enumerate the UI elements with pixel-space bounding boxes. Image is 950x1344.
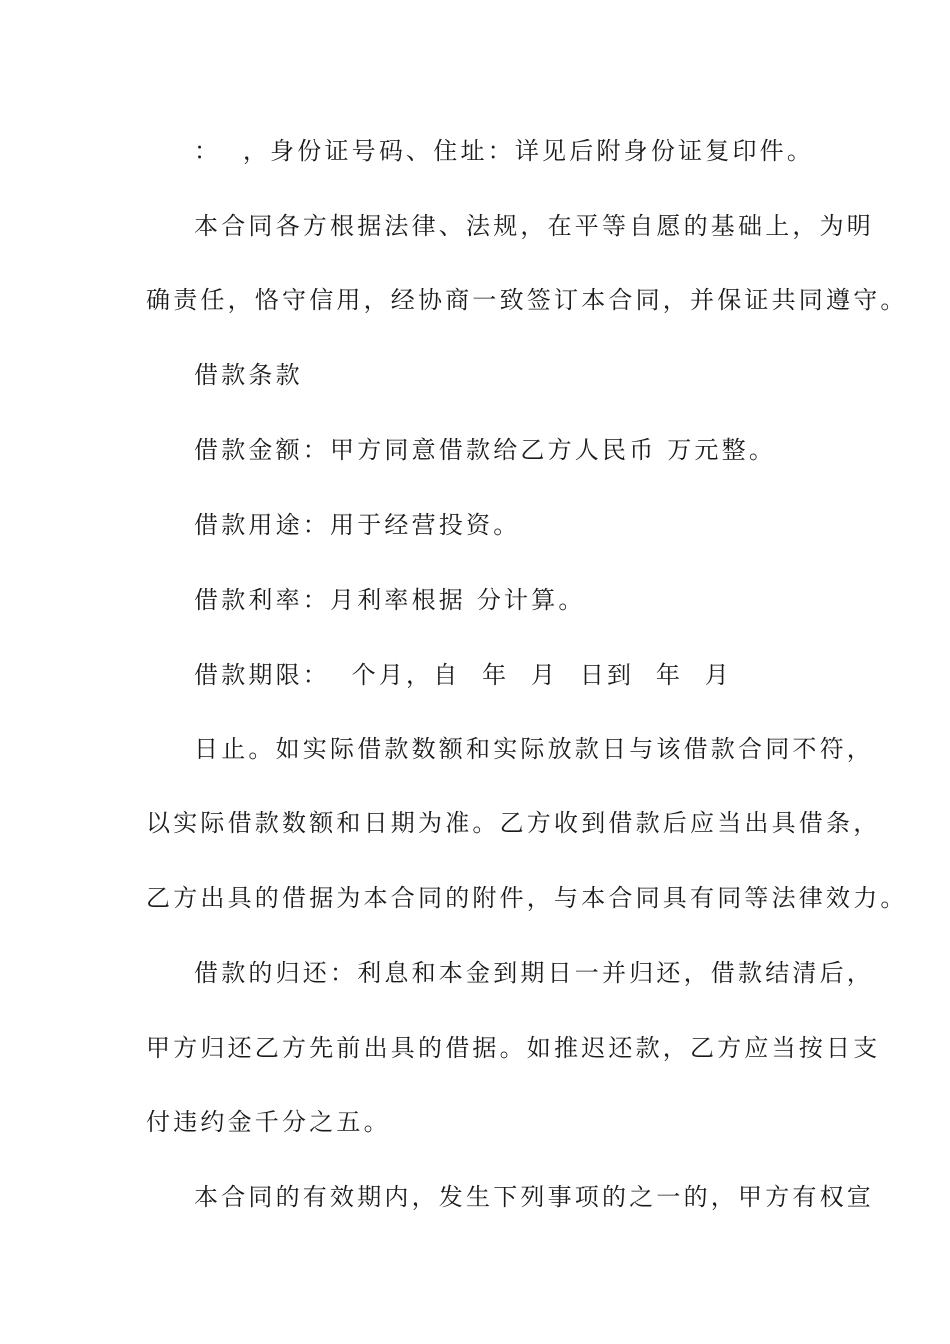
section-heading-loan-terms: 借款条款 [194, 361, 303, 389]
clause-repayment-cont-2: 付违约金千分之五。 [146, 1108, 391, 1136]
paragraph-line-preamble-1: 本合同各方根据法律、法规，在平等自愿的基础上，为明 [194, 212, 874, 240]
clause-loan-term-cont-1: 日止。如实际借款数额和实际放款日与该借款合同不符， [194, 735, 874, 763]
clause-termination: 本合同的有效期内，发生下列事项的之一的，甲方有权宣 [194, 1183, 874, 1211]
clause-interest-rate: 借款利率：月利率根据 分计算。 [194, 586, 586, 614]
clause-repayment-cont-1: 甲方归还乙方先前出具的借据。如推迟还款，乙方应当按日支 [146, 1034, 881, 1062]
clause-repayment: 借款的归还：利息和本金到期日一并归还，借款结清后， [194, 959, 874, 987]
clause-loan-purpose: 借款用途：用于经营投资。 [194, 511, 521, 539]
paragraph-line-preamble-2: 确责任，恪守信用，经协商一致签订本合同，并保证共同遵守。 [146, 286, 908, 314]
clause-loan-amount: 借款金额：甲方同意借款给乙方人民币 万元整。 [194, 436, 777, 464]
clause-loan-term-cont-2: 以实际借款数额和日期为准。乙方收到借款后应当出具借条， [146, 809, 881, 837]
paragraph-line-id-address: ： ，身份证号码、住址：详见后附身份证复印件。 [194, 137, 815, 165]
clause-loan-term: 借款期限： 个月，自 年 月 日到 年 月 [194, 661, 732, 689]
clause-loan-term-cont-3: 乙方出具的借据为本合同的附件，与本合同具有同等法律效力。 [146, 884, 908, 912]
